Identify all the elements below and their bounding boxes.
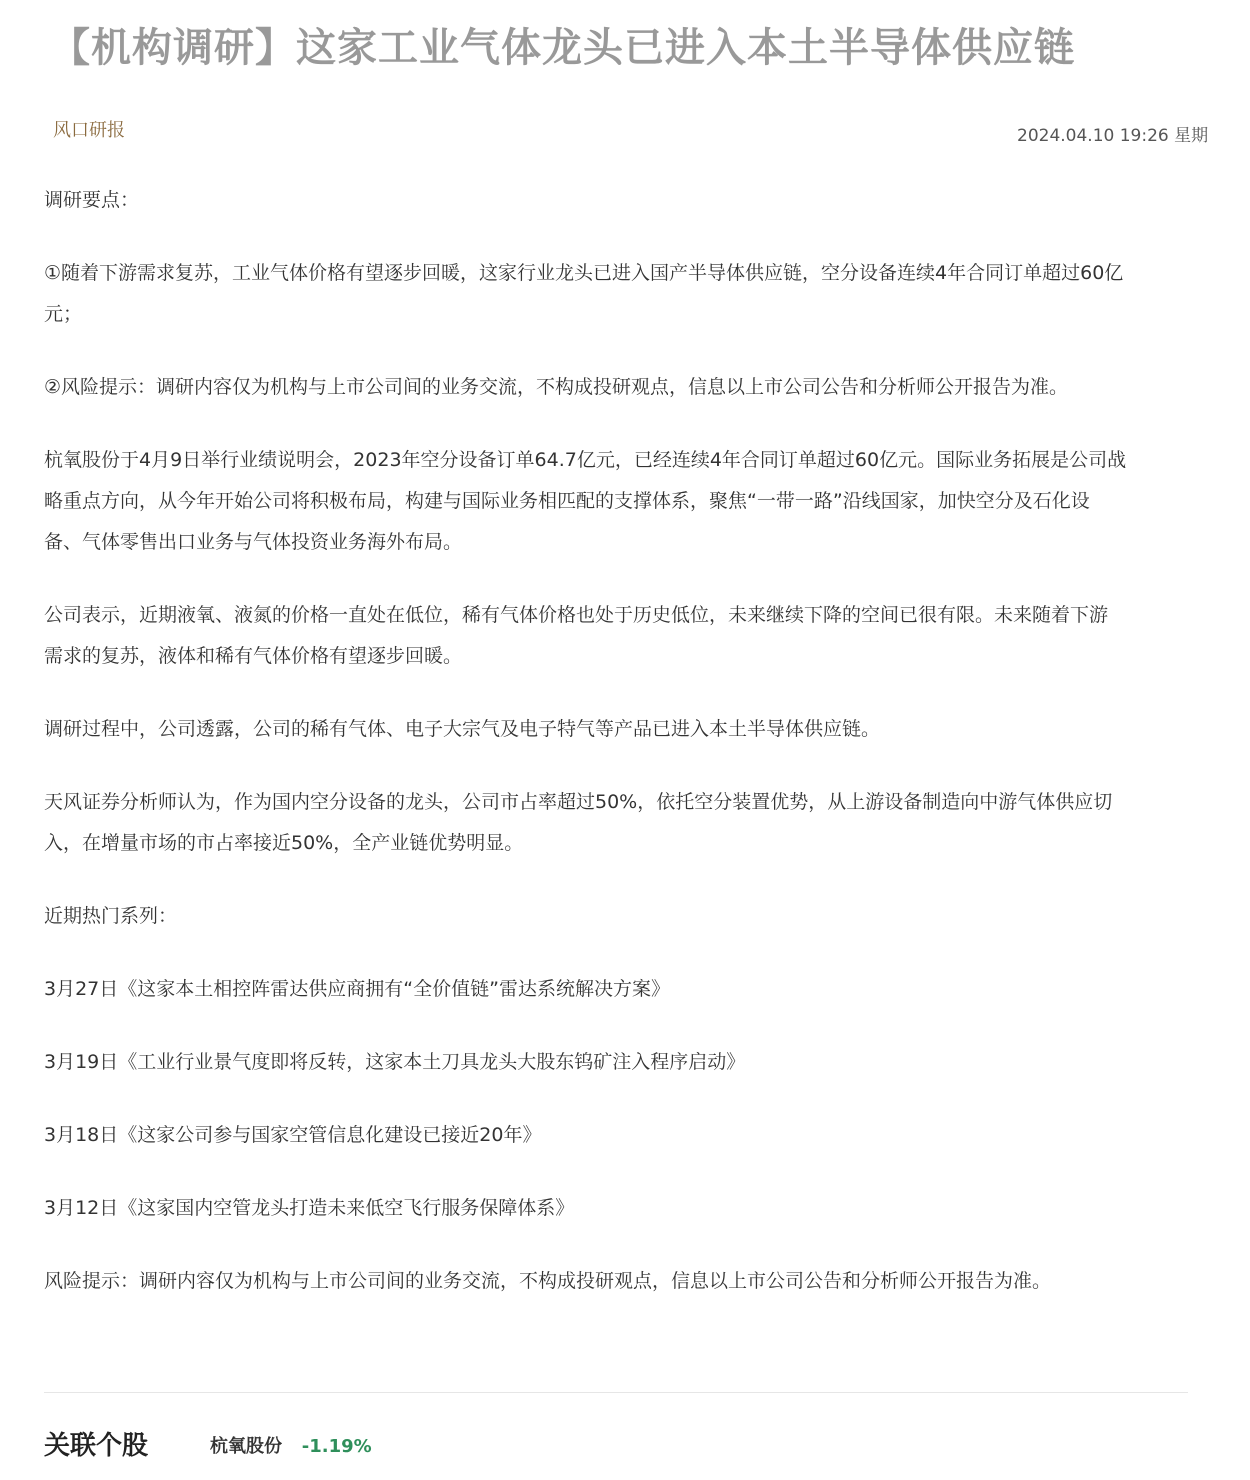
key-point-1 — [44, 253, 1188, 335]
related-stock[interactable] — [210, 1432, 372, 1458]
stock-change: -1.19% — [301, 1436, 372, 1457]
risk-footer: 风险提示：调研内容仅为机构与上市公司间的业务交流，不构成投研观点，信息以上市公司公告和分析师公开报告为准。 — [44, 1270, 1052, 1292]
article-body — [44, 180, 1188, 1334]
divider — [44, 1392, 1188, 1393]
paragraph-line: 杭氧股份于4月9日举行业绩说明会，2023年空分设备订单64.7亿元，已经连续4年合同订单超过60亿元。国际业务拓展是公司战 — [44, 449, 1127, 471]
article-datetime: 2024.04.10 19:26 星期 — [1017, 126, 1209, 146]
article-title: 【机构调研】这家工业气体龙头已进入本土半导体供应链 — [50, 25, 1075, 71]
hot-series-item[interactable]: 3月27日《这家本土相控阵雷达供应商拥有“全价值链”雷达系统解决方案》 — [44, 978, 670, 1000]
paragraph-earnings — [44, 440, 1188, 563]
stock-name[interactable]: 杭氧股份 — [210, 1436, 282, 1457]
hot-series-item[interactable]: 3月12日《这家国内空管龙头打造未来低空飞行服务保障体系》 — [44, 1197, 575, 1219]
hot-series-heading: 近期热门系列： — [44, 905, 178, 927]
paragraph-line: 备、气体零售出口业务与气体投资业务海外布局。 — [44, 531, 463, 553]
paragraph-supply-chain: 调研过程中，公司透露，公司的稀有气体、电子大宗气及电子特气等产品已进入本土半导体供应链。 — [44, 718, 881, 740]
paragraph-line: 入，在增量市场的市占率接近50%，全产业链优势明显。 — [44, 832, 524, 854]
key-point-2: ②风险提示：调研内容仅为机构与上市公司间的业务交流，不构成投研观点，信息以上市公司公告和分析师公开报告为准。 — [44, 376, 1069, 398]
paragraph-line: 需求的复苏，液体和稀有气体价格有望逐步回暖。 — [44, 645, 463, 667]
paragraph-prices — [44, 595, 1188, 677]
key-point-1-line: ①随着下游需求复苏，工业气体价格有望逐步回暖，这家行业龙头已进入国产半导体供应链，空分设备连续4年合同订单超过60亿 — [44, 262, 1124, 284]
hot-series-item[interactable]: 3月18日《这家公司参与国家空管信息化建设已接近20年》 — [44, 1124, 542, 1146]
paragraph-line: 公司表示，近期液氧、液氮的价格一直处在低位，稀有气体价格也处于历史低位，未来继续下降的空间已很有限。未来随着下游 — [44, 604, 1109, 626]
hot-series-item[interactable]: 3月19日《工业行业景气度即将反转，这家本土刀具龙头大股东钨矿注入程序启动》 — [44, 1051, 746, 1073]
article-source[interactable]: 风口研报 — [53, 120, 125, 141]
key-points-heading: 调研要点： — [44, 189, 140, 211]
paragraph-analyst — [44, 782, 1188, 864]
paragraph-line: 天风证券分析师认为，作为国内空分设备的龙头，公司市占率超过50%，依托空分装置优势，从上游设备制造向中游气体供应切 — [44, 791, 1113, 813]
paragraph-line: 略重点方向，从今年开始公司将积极布局，构建与国际业务相匹配的支撑体系，聚焦“一带一路”沿线国家，加快空分及石化设 — [44, 490, 1090, 512]
related-stocks-title: 关联个股 — [44, 1431, 149, 1461]
key-point-1-line: 元； — [44, 303, 83, 325]
